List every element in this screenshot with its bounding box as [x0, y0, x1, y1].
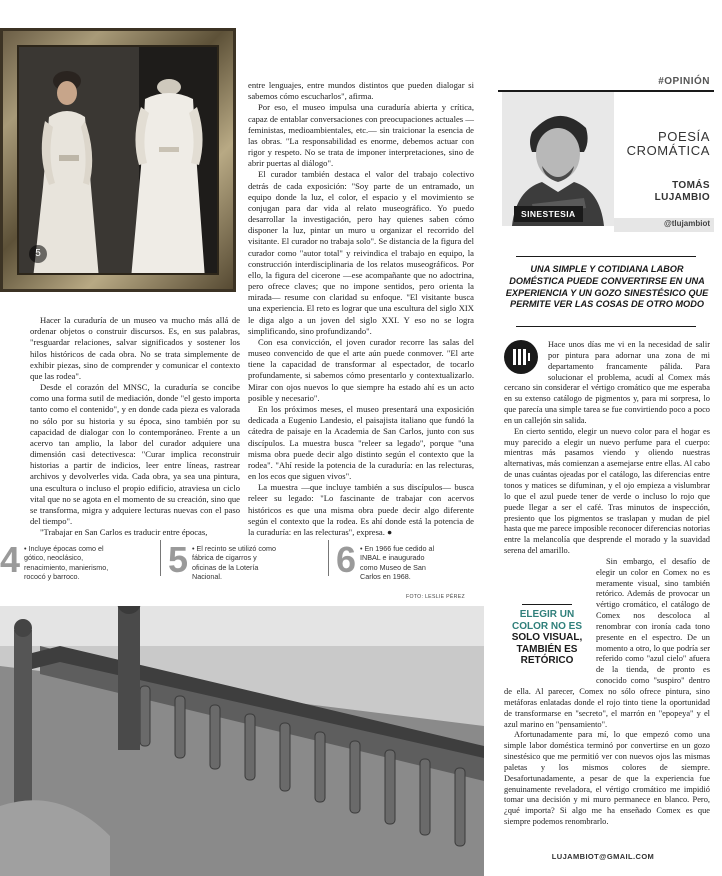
paragraph: Desde el corazón del MNSC, la curaduría se concibe como una forma sutil de mediación, donde "el gesto importa tanto como el contenido", y en donde cada pieza es valorada no sólo por su historia y su época, sino también por su capacidad de dialogar con lo contemporáneo. Frente a un acervo tan amplio, la labor del curador adquiere una dimensión casi detectivesca: "Curar implica reconstruir historias a partir de indicios, leer entre líneas, rastrear archivos y devolverles vida. Cada obra, ya sea una pintura, una escultura o incluso el propio edificio, atraviesa un ciclo vital que no se agota en el momento de su creación, sino que se transforma, migra y adquiere lecturas nuevas con el paso del tiempo". — [30, 382, 240, 527]
column-title-line: CROMÁTICA — [626, 143, 710, 159]
paragraph: Hacer la curaduría de un museo va mucho más allá de ordenar objetos o construir discursos. Es, en sus palabras, "resguardar relaciones, salvar significados y sostener los hilos históricos de cada obra. No se trata simplemente de exhibir piezas, sino de comprender y comunicar el contexto que las rodea". — [30, 315, 240, 381]
author-first-name: TOMÁS — [672, 180, 710, 191]
author-name — [655, 180, 710, 203]
paragraph: Con esa convicción, el joven curador recorre las salas del museo convencido de que el arte aún puede conmover. "El arte tiene la capacidad de transformar al espectador, de tocarlo profundamente, si sabemos cómo presentarlo y contextualizarlo. Mirar con ojos nuevos lo que siempre ha estado ahí es un acto posible y necesario". — [248, 336, 474, 403]
paragraph-text: Hace unos días me vi en la necesidad de salir por pintura para adornar una zona de mi departamento francamente pálida. Para solucionar el problema, acudí al Comex más cercano sin considerar el vértigo cromático que me esperaba en su extenso catálogo de pigmentos y, para mi sorpresa, lo que parecía una simple tarea se fue convirtiendo poco a poco en un callejón sin salida. — [504, 340, 710, 425]
author-email: LUJAMBIOT@GMAIL.COM — [551, 852, 655, 861]
paragraph: En cierto sentido, elegir un nuevo color para el hogar es muy parecido a elegir un nuevo perfume para el cuerpo: mientras más pasamos viendo y oliendo nuestras alternativas, más comienzan a asemejarse entre ellas. Al cabo de unas cuántas ojeadas por el catálogo, las diferencias entre tonos y matices se difuminan, y el ojo empieza a vislumbrar lo que el azul puede tener de verde o incluso lo rojo que puede llegar a ser el café. Tras minutos de inspección, presiento que los pigmentos se traslapan y mudan de piel hasta que me parece imposible reconocer diferencias notorias entre la melancolía que desprende el morado y la suavidad serena del amarillo. — [504, 426, 710, 556]
paragraph: Por eso, el museo impulsa una curaduría abierta y crítica, capaz de entablar conversaciones con preocupaciones actuales —feministas, medioambientales, etc.— sin traicionar la esencia de las obras. "La responsabilidad es enorme, debemos actuar con rigor y respeto. No se trata de imponer interpretaciones, sino de abrir puertas al diálogo". — [248, 102, 474, 169]
divider — [516, 326, 696, 327]
pull-quote-line: TAMBIÉN ES RETÓRICO — [516, 643, 578, 666]
paragraph: entre lenguajes, entre mundos distintos que pueden dialogar si sabemos cómo escucharlos", afirma. — [248, 80, 474, 102]
divider — [516, 256, 696, 257]
fact-number: 4 — [0, 539, 21, 580]
column-badge: SINESTESIA — [514, 206, 583, 222]
photo-number-badge: 5 — [29, 245, 47, 263]
section-tag: #OPINIÓN — [658, 76, 710, 87]
fact-number: 6 — [336, 539, 357, 580]
fact-text: • En 1966 fue cedido al INBAL e inaugurado como Museo de San Carlos en 1968. — [360, 544, 435, 582]
pull-quote-line: COLOR NO ES — [511, 620, 582, 632]
divider — [328, 540, 329, 576]
author-handle: @tlujambiot — [663, 219, 710, 228]
pull-quote-line: SOLO VISUAL, — [511, 632, 583, 643]
opinion-article-body — [504, 340, 710, 828]
pull-quote-line: ELEGIR UN — [519, 609, 575, 620]
article-column-1 — [30, 315, 240, 538]
article-deck: UNA SIMPLE Y COTIDIANA LABOR DOMÉSTICA PUEDE CONVERTIRSE EN UNA EXPERIENCIA Y UN GOZO SINESTÉSICO QUE PERMITE VER LAS COSAS DE OTRO MODO — [505, 264, 709, 310]
staircase-photo — [0, 606, 484, 876]
staircase-illustration — [0, 606, 484, 876]
facts-strip — [0, 538, 435, 598]
paragraph: El curador también destaca el valor del trabajo colectivo detrás de cada exposición: "Soy parte de un entramado, un equipo donde la luz, el color, el espacio y el movimiento se conjugan para dar vida al relato museográfico. Yo puedo desarrollar la investigación, pero hay quienes saben cómo disponer la luz, pintar un muro u organizar el recorrido del visitante. El curador no trabaja solo". Se distancia de la figura del curador como "autor total" y reivindica el trabajo en equipo, la construcción interdisciplinaria de los relatos museográficos. Por ello, la figura del cicerone —ese acompañante que no adoctrina, pero ofrece claves; que no impone sentidos, pero orienta la mirada— resume con claridad su enfoque. "El visitante busca una experiencia. El reto es lograr que una escultura del siglo XIX le diga algo a un joven del siglo XXI. Y eso no se logra simplificando, sino profundizando". — [248, 169, 474, 336]
pull-quote-rule — [522, 604, 572, 605]
fact-text: • El recinto se utilizó como fábrica de cigarros y oficinas de la Lotería Nacional. — [192, 544, 277, 582]
logo-glyph-icon — [504, 340, 538, 374]
article-column-2 — [248, 80, 474, 538]
paragraph: La muestra —que incluye también a sus discípulos— busca releer su legado: "Lo fascinante de trabajar con acervos históricos es que una misma obra puede decir algo diferente según el contexto que la rodea. Es ahí donde está la potencia de la curaduría: en las relecturas", expresa. ● — [248, 482, 474, 537]
paragraph: En los próximos meses, el museo presentará una exposición dedicada a Eugenio Landesio, el paisajista italiano que fundó la cátedra de paisaje en la Academia de San Carlos, junto con sus discípulos. La muestra busca "releer sa legado", porque "una misma obra puede decir algo distinto según el contexto que la rodea". "Ahí reside la potencia de la curaduría: en las relecturas, en los ecos que siguen vivos". — [248, 403, 474, 482]
column-header — [498, 90, 714, 238]
pull-quote — [504, 604, 590, 667]
author-last-name: LUJAMBIO — [654, 191, 710, 203]
column-title — [627, 130, 710, 159]
paragraph: Afortunadamente para mí, lo que empezó como una simple labor doméstica terminó por convertirse en un gozo sinestésico que me permitió ver con nuevos ojos las mismas paletas y los mismos colores de siempre. Desafortunadamente, a pesar de que la experiencia fue genuinamente reveladora, el vértigo cromático me impidió tomar una decisión y mi muro permanece en blanco. Pero, ¿qué importa? Si algo me ha enseñado Comex es que siempre podemos renombrarlo. — [504, 730, 710, 827]
fact-number: 5 — [168, 539, 189, 580]
column-title-line: POESÍA — [657, 129, 710, 144]
right-page — [484, 0, 722, 876]
painting-canvas — [17, 45, 219, 275]
column-logo-icon — [504, 340, 538, 374]
divider — [160, 540, 161, 576]
painting-illustration — [19, 47, 219, 275]
framed-painting — [0, 28, 236, 292]
fact-text: • Incluye épocas como el gótico, neoclásico, renacimiento, manierismo, rococó y barroco. — [24, 544, 109, 582]
photo-credit: FOTO: LESLIE PÉREZ — [406, 594, 465, 600]
paragraph: "Trabajar en San Carlos es traducir entre épocas, — [40, 527, 208, 538]
paragraph-text: Sin embargo, el desafío de elegir un color en Comex no es meramente visual, sino también retórico. Además de provocar un vértigo cromático, el catálogo de Comex nos descoloca al renombrar con ironía cada tono presente en el espectro. De un momento a otro, lo que podría ser referido como "azul cielo" afuera de la tienda, de pronto es conocido como "suspiro" dentro de ella. Al parecer, Comex no sólo ofrece pintura, sino metáforas enlatadas donde el rojo tinto tiene la oportunidad de transformarse en "secreto", el marrón en "epopeya" y el azul marino en "pensamiento". — [504, 556, 710, 729]
